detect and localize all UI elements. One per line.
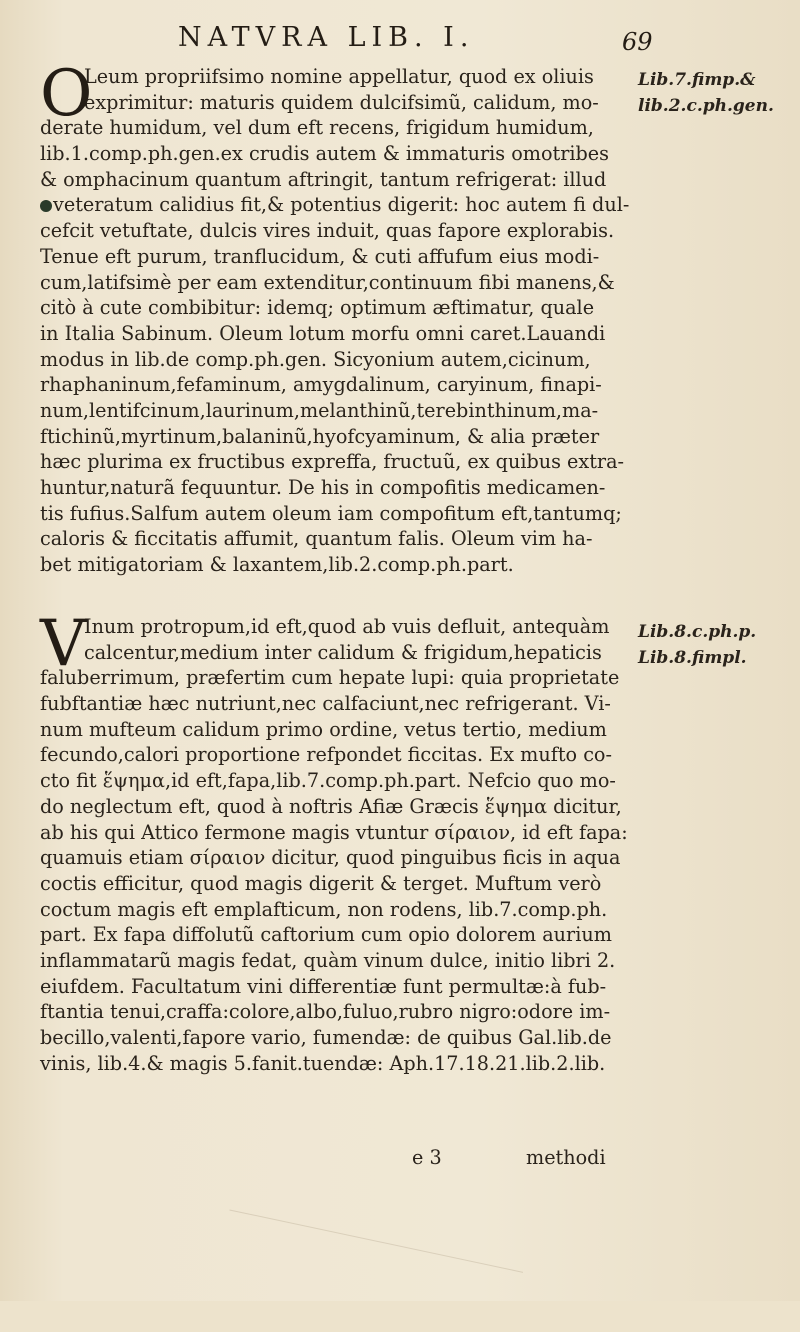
text-line <box>40 1102 622 1128</box>
text-line <box>40 1076 622 1102</box>
text-line: eiufdem. Facultatum vini differentiæ funt permultæ:à fub- <box>40 974 607 998</box>
text-line: rhaphaninum,fefaminum, amygdalinum, caryinum, finapi- <box>40 373 602 397</box>
catchword: methodi <box>526 1146 606 1169</box>
signature-mark: e 3 <box>412 1146 442 1169</box>
text-line: citò à cute combibitur: idemq; optimum æftimatur, quale <box>40 296 595 320</box>
drop-cap-o: O <box>40 57 93 131</box>
paragraph-text <box>40 57 630 603</box>
text-line: fubftantiæ hæc nutriunt,nec calfaciunt,nec refrigerant. Vi- <box>40 692 611 716</box>
text-line: tis fufius.Salfum autem oleum iam compofitum eft,tantumq; <box>40 501 622 525</box>
running-head: NATVRA LIB. I. <box>178 22 475 53</box>
text-line: calcentur,medium inter calidum & frigidum,hepaticis <box>84 640 602 664</box>
text-line: derate humidum, vel dum eft recens, frigidum humidum, <box>40 116 594 140</box>
text-line: Inum protropum,id eft,quod ab vuis defluit, antequàm <box>84 615 610 638</box>
text-line: cefcit vetuftate, dulcis vires induit, quas fapore explorabis. <box>40 219 615 243</box>
text-line: bet mitigatoriam & laxantem,lib.2.comp.ph.part. <box>40 553 514 577</box>
text-line: do neglectum eft, quod à noftris Afiæ Græcis ἕψημα dicitur, <box>40 794 622 818</box>
text-line: cto fit ἕψημα,id eft,fapa,lib.7.comp.ph.part. Nefcio quo mo- <box>40 769 616 793</box>
paper-crease <box>217 1209 523 1331</box>
text-line: exprimitur: maturis quidem dulcifsimũ, calidum, mo- <box>84 90 599 114</box>
text-line: caloris & ficcitatis affumit, quantum falis. Oleum vim ha- <box>40 527 593 551</box>
text-line: num,lentifcinum,laurinum,melanthinũ,terebinthinum,ma- <box>40 398 599 422</box>
text-line: inflammatarũ magis fedat, quàm vinum dulce, initio libri 2. <box>40 948 616 972</box>
text-line: ftichinũ,myrtinum,balaninũ,hyofcyaminum, & alia præter <box>40 424 600 448</box>
paragraph-vinum <box>40 607 628 1128</box>
text-line: modus in lib.de comp.ph.gen. Sicyonium autem,cicinum, <box>40 347 591 371</box>
text-line: num mufteum calidum primo ordine, vetus tertio, medium <box>40 717 607 741</box>
text-line: in Italia Sabinum. Oleum lotum morfu omni caret.Lauandi <box>40 321 606 345</box>
text-line: fecundo,calori proportione refpondet ficcitas. Ex mufto co- <box>40 743 612 767</box>
paragraph-text <box>40 607 628 1128</box>
text-line: Tenue eft purum, tranflucidum, & cuti affufum eius modi- <box>40 244 600 268</box>
page-number: 69 <box>622 28 653 56</box>
text-line: coctis efficitur, quod magis digerit & terget. Muftum verò <box>40 871 602 895</box>
text-line: veteratum calidius fit,& potentius digerit: hoc autem fi dul- <box>40 192 622 218</box>
text-line: coctum magis eft emplafticum, non rodens, lib.7.comp.ph. <box>40 897 608 921</box>
text-line: Leum propriifsimo nomine appellatur, quod ex oliuis <box>84 65 594 88</box>
text-line: vinis, lib.4.& magis 5.fanit.tuendæ: Aph.17.18.21.lib.2.lib. <box>40 1051 606 1075</box>
text-line: becillo,valenti,fapore vario, fumendæ: de quibus Gal.lib.de <box>40 1026 612 1049</box>
text-line: part. Ex fapa diffolutũ caftorium cum opio dolorem aurium <box>40 923 612 947</box>
text-line: faluberrimum, præfertim cum hepate lupi: quia proprietate <box>40 666 620 690</box>
text-line <box>40 578 622 604</box>
marginal-note-1: Lib.7.fimp.& lib.2.c.ph.gen. <box>638 70 774 116</box>
ink-blot-mark <box>40 200 52 212</box>
text-line: lib.1.comp.ph.gen.ex crudis autem & immaturis omotribes <box>40 142 610 166</box>
text-line: & omphacinum quantum aftringit, tantum refrigerat: illud <box>40 167 607 191</box>
paragraph-oleum <box>40 57 630 603</box>
text-line: huntur,naturã fequuntur. De his in compofitis medicamen- <box>40 476 606 499</box>
text-line: hæc plurima ex fructibus expreffa, fructuũ, ex quibus extra- <box>40 450 625 474</box>
text-line: quamuis etiam σίραιον dicitur, quod pinguibus ficis in aqua <box>40 846 621 870</box>
text-line: cum,latifsimè per eam extenditur,continuum fibi manens,& <box>40 270 615 294</box>
text-line: ftantia tenui,craffa:colore,albo,fuluo,rubro nigro:odore im- <box>40 1000 611 1024</box>
text-line: ab his qui Attico fermone magis vtuntur σίραιον, id eft fapa: <box>40 820 628 844</box>
marginal-note-2: Lib.8.c.ph.p. Lib.8.fimpl. <box>638 622 757 668</box>
drop-cap-v: V <box>40 607 87 681</box>
